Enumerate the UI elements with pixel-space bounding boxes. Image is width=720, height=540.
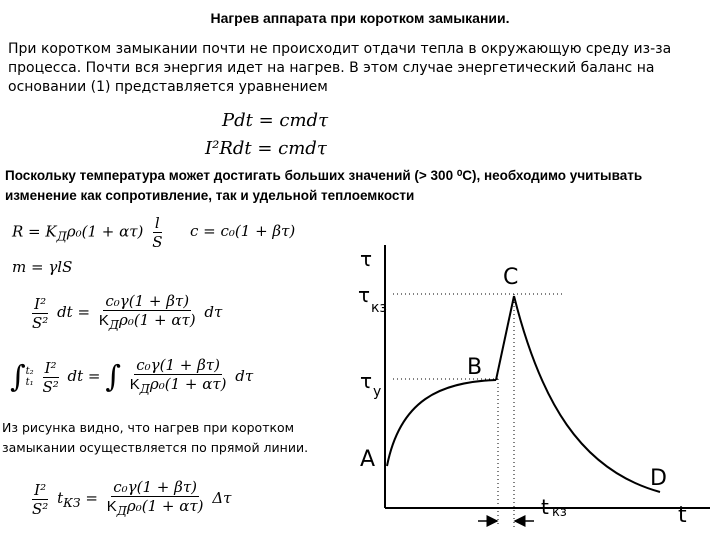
tau-y-subscript: у (373, 384, 382, 400)
y-axis-label: τ (360, 247, 373, 271)
integral-equation: ∫ t₂ t₁ $\frac{\text{I²}}{\text{S²}}$ dt = ∫ $\frac{\text{c₀γ(1 + βτ)}}{K_Д\rho_0(1 + \alpha\tau)}$ dτ (10, 356, 254, 396)
tau-kz-subscript: кз (371, 300, 387, 316)
x-axis-label: t (678, 503, 687, 528)
point-d-label: D (650, 466, 667, 491)
tau-y-label: τ (360, 369, 373, 393)
equation-power-balance: Pdt = cmdτ (222, 110, 329, 131)
final-equation: $\frac{\text{I²}}{\text{S²}}$ $t_{КЗ}$ = $\frac{\text{c₀γ(1 + βτ)}}{K_Д\rho_0(1 + \alpha\tau)}$ Δτ (32, 478, 232, 518)
t-kz-subscript: кз (552, 505, 567, 520)
cooling-curve (514, 296, 660, 492)
mass-formula: m = γlS (12, 258, 73, 276)
point-b-label: B (467, 355, 483, 380)
t-kz-label: t (541, 495, 549, 519)
point-a-label: A (360, 447, 376, 472)
tau-kz-label: τ (358, 283, 371, 307)
equation-joule-balance: I²Rdt = cmdτ (205, 138, 327, 159)
initial-heating-curve (387, 380, 496, 466)
resistance-formula: $R = K_Д\rho_0(1 + \alpha\tau)$ $\frac{l}{S}$ (12, 214, 163, 251)
differential-equation: $\frac{\text{I²}}{\text{S²}}$ dt = $\frac{\text{c₀γ(1 + βτ)}}{K_Д\rho_0(1 + \alpha\tau)}$ dτ (32, 292, 223, 332)
intro-paragraph: При коротком замыкании почти не происходит отдачи тепла в окружающую среду из-за процесса. Почти вся энергия идет на нагрев. В этом случае энергетический баланс на основании (1) представляется уравнением (8, 41, 672, 95)
length-over-area: $\frac{l}{S}$ (152, 214, 163, 251)
short-circuit-heating-line (496, 296, 514, 380)
temperature-paragraph: Поскольку температура может достигать больших значений (> 300 ⁰C), необходимо учитывать изменение как сопротивление, так и удельной теплоемкости (5, 168, 643, 203)
point-c-label: C (503, 265, 519, 290)
page-title: Нагрев аппарата при коротком замыкании. (210, 10, 510, 26)
conclusion-note: Из рисунка видно, что нагрев при коротком замыкании осуществляется по прямой линии. (2, 420, 309, 455)
heat-capacity-formula: c = c₀(1 + βτ) (190, 222, 296, 240)
